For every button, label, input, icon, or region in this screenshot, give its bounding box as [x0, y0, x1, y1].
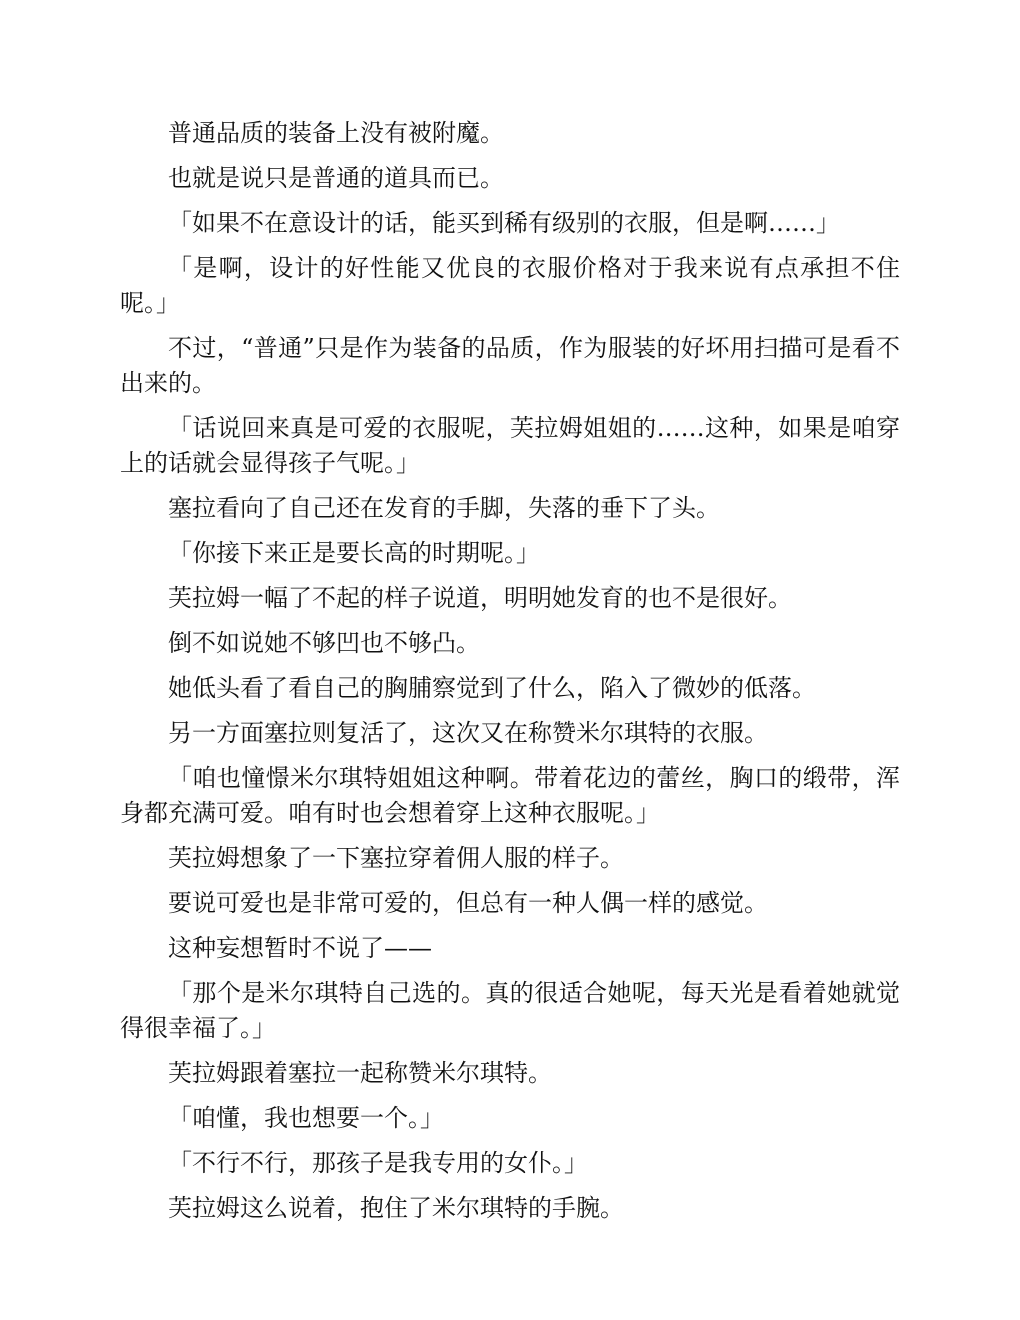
document-page	[120, 116, 900, 1236]
paragraph: 芙拉姆跟着塞拉一起称赞米尔琪特。	[168, 1059, 552, 1087]
paragraph: 「那个是米尔琪特自己选的。真的很适合她呢，每天光是看着她就觉得很幸福了。」	[120, 979, 900, 1042]
paragraph: 普通品质的装备上没有被附魔。	[168, 119, 504, 147]
paragraph: 「是啊，设计的好性能又优良的衣服价格对于我来说有点承担不住呢。」	[120, 254, 900, 317]
paragraph: 这种妄想暂时不说了——	[168, 934, 432, 962]
paragraph: 「你接下来正是要长高的时期呢。」	[168, 539, 540, 567]
paragraph: 「咱也憧憬米尔琪特姐姐这种啊。带着花边的蕾丝，胸口的缎带，浑身都充满可爱。咱有时也会想着穿上这种衣服呢。」	[120, 764, 900, 827]
paragraph: 要说可爱也是非常可爱的，但总有一种人偶一样的感觉。	[168, 889, 768, 917]
paragraph: 塞拉看向了自己还在发育的手脚，失落的垂下了头。	[168, 494, 720, 522]
paragraph: 「不行不行，那孩子是我专用的女仆。」	[168, 1149, 588, 1177]
paragraph: 「话说回来真是可爱的衣服呢，芙拉姆姐姐的……这种，如果是咱穿上的话就会显得孩子气呢。」	[120, 414, 900, 477]
paragraph: 她低头看了看自己的胸脯察觉到了什么，陷入了微妙的低落。	[168, 674, 816, 702]
paragraph: 也就是说只是普通的道具而已。	[168, 164, 504, 192]
paragraph: 倒不如说她不够凹也不够凸。	[168, 629, 480, 657]
paragraph: 芙拉姆想象了一下塞拉穿着佣人服的样子。	[168, 844, 624, 872]
paragraph: 芙拉姆一幅了不起的样子说道，明明她发育的也不是很好。	[168, 584, 792, 612]
paragraph: 不过，“普通”只是作为装备的品质，作为服装的好坏用扫描可是看不出来的。	[120, 334, 900, 397]
paragraph: 「如果不在意设计的话，能买到稀有级别的衣服，但是啊……」	[168, 209, 840, 237]
paragraph: 另一方面塞拉则复活了，这次又在称赞米尔琪特的衣服。	[168, 719, 768, 747]
paragraph: 「咱懂，我也想要一个。」	[168, 1104, 444, 1132]
paragraph: 芙拉姆这么说着，抱住了米尔琪特的手腕。	[168, 1194, 624, 1222]
